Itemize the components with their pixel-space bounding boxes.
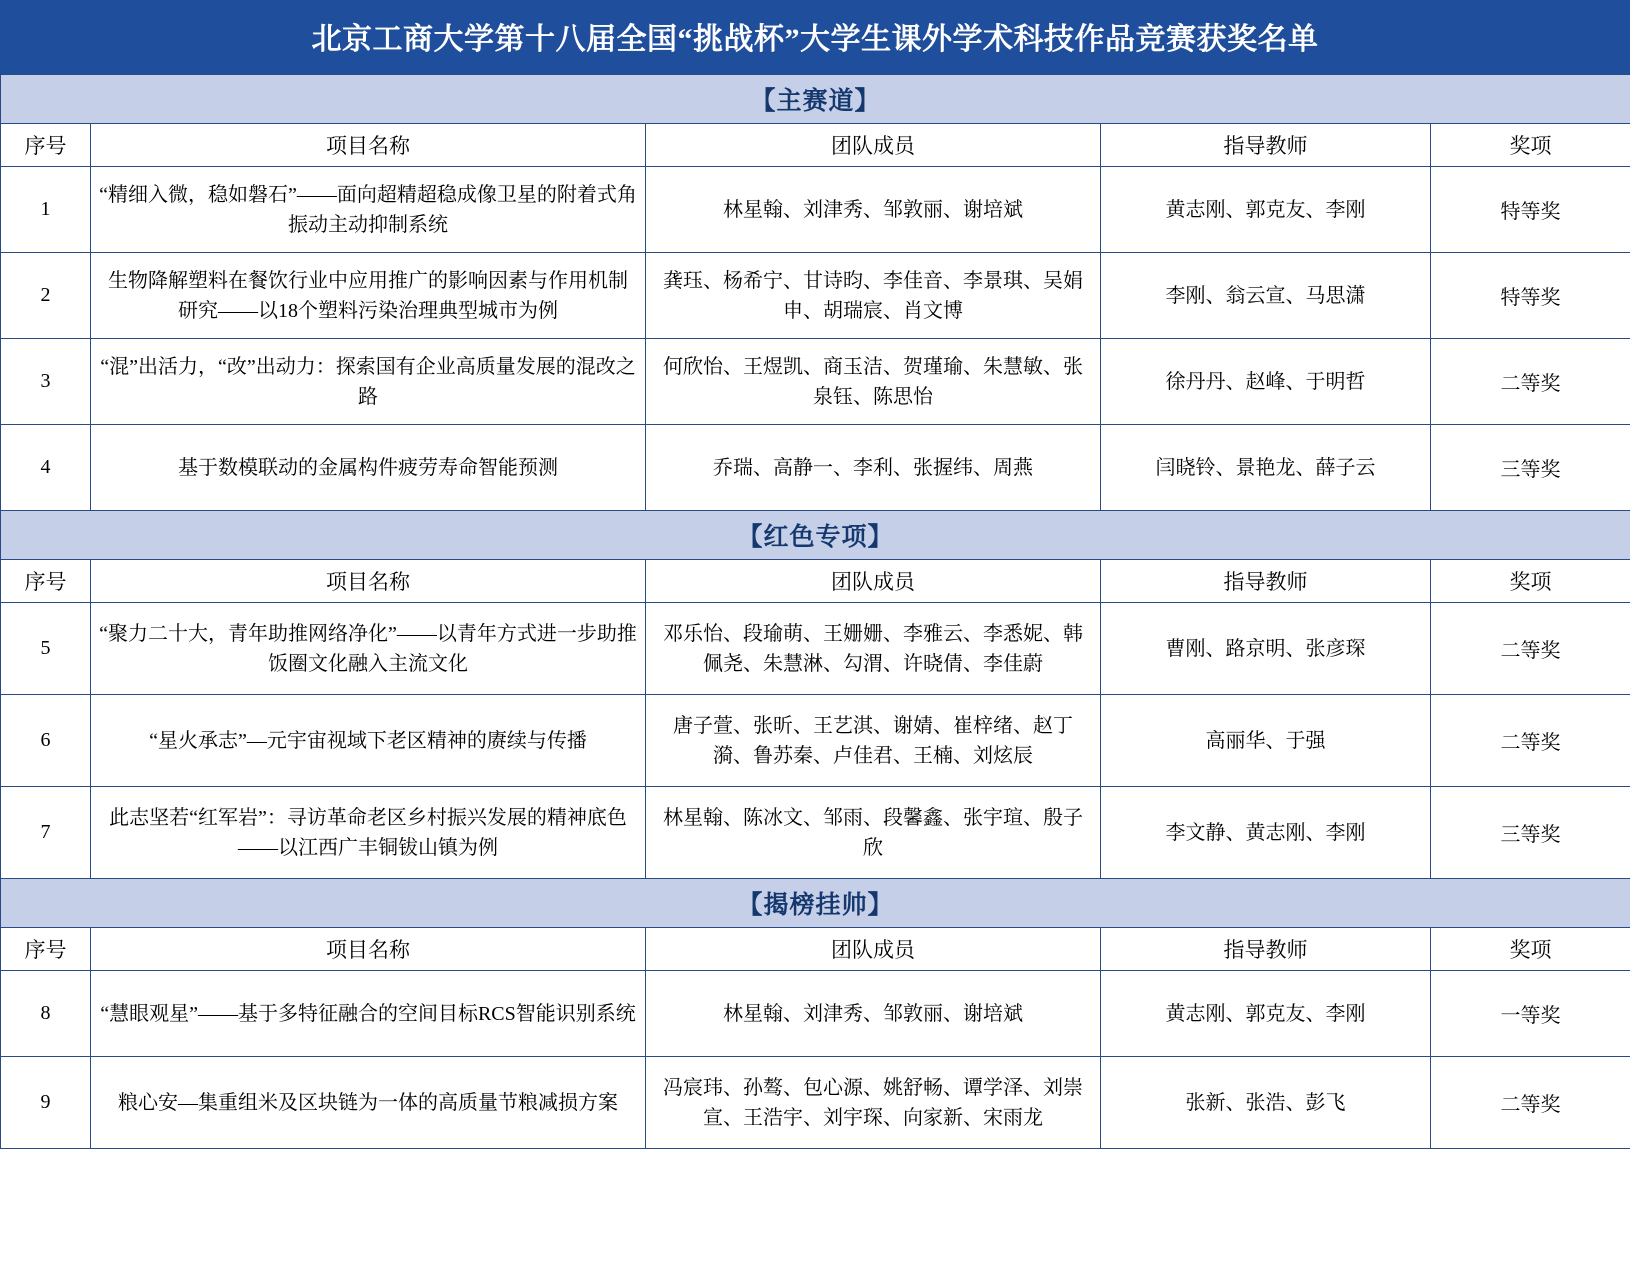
table-row (1, 787, 1630, 879)
row-team: 龚珏、杨希宁、甘诗昀、李佳音、李景琪、吴娟申、胡瑞宸、肖文博 (646, 253, 1101, 339)
row-project: “精细入微，稳如磐石”——面向超精超稳成像卫星的附着式角振动主动抑制系统 (91, 167, 646, 253)
column-header-team: 团队成员 (646, 124, 1101, 167)
row-award: 二等奖 (1431, 339, 1630, 425)
section-title: 【揭榜挂帅】 (1, 879, 1630, 928)
table-row (1, 167, 1630, 253)
row-no: 1 (1, 167, 91, 253)
section-header-challenge-list (1, 879, 1630, 928)
row-no: 3 (1, 339, 91, 425)
row-team: 邓乐怡、段瑜萌、王姗姗、李雅云、李悉妮、韩佩尧、朱慧淋、勾渭、许晓倩、李佳蔚 (646, 603, 1101, 695)
row-project: “慧眼观星”——基于多特征融合的空间目标RCS智能识别系统 (91, 971, 646, 1057)
table-row (1, 971, 1630, 1057)
column-header-team: 团队成员 (646, 928, 1101, 971)
row-project: 粮心安—集重组米及区块链为一体的高质量节粮减损方案 (91, 1057, 646, 1149)
column-header-award: 奖项 (1431, 560, 1630, 603)
row-teacher: 闫晓铃、景艳龙、薛子云 (1101, 425, 1431, 511)
row-no: 7 (1, 787, 91, 879)
row-teacher: 高丽华、于强 (1101, 695, 1431, 787)
column-header-award: 奖项 (1431, 124, 1630, 167)
row-project: “聚力二十大，青年助推网络净化”——以青年方式进一步助推饭圈文化融入主流文化 (91, 603, 646, 695)
row-no: 2 (1, 253, 91, 339)
row-teacher: 李文静、黄志刚、李刚 (1101, 787, 1431, 879)
table-row (1, 603, 1630, 695)
row-project: “混”出活力，“改”出动力：探索国有企业高质量发展的混改之路 (91, 339, 646, 425)
column-header-no: 序号 (1, 560, 91, 603)
table-row (1, 253, 1630, 339)
row-team: 林星翰、刘津秀、邹敦丽、谢培斌 (646, 971, 1101, 1057)
column-header-teacher: 指导教师 (1101, 560, 1431, 603)
row-team: 唐子萱、张昕、王艺淇、谢婧、崔梓绪、赵丁漪、鲁苏秦、卢佳君、王楠、刘炫辰 (646, 695, 1101, 787)
row-award: 三等奖 (1431, 787, 1630, 879)
row-no: 8 (1, 971, 91, 1057)
row-no: 6 (1, 695, 91, 787)
section-title: 【主赛道】 (1, 75, 1630, 124)
row-no: 5 (1, 603, 91, 695)
row-teacher: 曹刚、路京明、张彦琛 (1101, 603, 1431, 695)
award-table (0, 74, 1630, 1149)
column-header-row (1, 560, 1630, 603)
row-award: 特等奖 (1431, 253, 1630, 339)
section-header-red-special (1, 511, 1630, 560)
row-no: 4 (1, 425, 91, 511)
row-award: 二等奖 (1431, 1057, 1630, 1149)
table-row (1, 695, 1630, 787)
row-project: 基于数模联动的金属构件疲劳寿命智能预测 (91, 425, 646, 511)
column-header-project: 项目名称 (91, 560, 646, 603)
column-header-no: 序号 (1, 124, 91, 167)
column-header-teacher: 指导教师 (1101, 928, 1431, 971)
row-award: 一等奖 (1431, 971, 1630, 1057)
row-teacher: 张新、张浩、彭飞 (1101, 1057, 1431, 1149)
column-header-team: 团队成员 (646, 560, 1101, 603)
section-title: 【红色专项】 (1, 511, 1630, 560)
column-header-project: 项目名称 (91, 928, 646, 971)
column-header-row (1, 124, 1630, 167)
row-no: 9 (1, 1057, 91, 1149)
row-team: 林星翰、刘津秀、邹敦丽、谢培斌 (646, 167, 1101, 253)
row-teacher: 徐丹丹、赵峰、于明哲 (1101, 339, 1431, 425)
row-teacher: 李刚、翁云宣、马思潇 (1101, 253, 1431, 339)
row-project: 生物降解塑料在餐饮行业中应用推广的影响因素与作用机制研究——以18个塑料污染治理典型城市为例 (91, 253, 646, 339)
column-header-no: 序号 (1, 928, 91, 971)
column-header-teacher: 指导教师 (1101, 124, 1431, 167)
row-team: 何欣怡、王煜凯、商玉洁、贺瑾瑜、朱慧敏、张泉钰、陈思怡 (646, 339, 1101, 425)
row-team: 冯宸玮、孙骜、包心源、姚舒畅、谭学泽、刘崇宣、王浩宇、刘宇琛、向家新、宋雨龙 (646, 1057, 1101, 1149)
row-team: 林星翰、陈冰文、邹雨、段馨鑫、张宇瑄、殷子欣 (646, 787, 1101, 879)
column-header-row (1, 928, 1630, 971)
section-header-main-track (1, 75, 1630, 124)
page-title: 北京工商大学第十八届全国“挑战杯”大学生课外学术科技作品竞赛获奖名单 (0, 0, 1630, 74)
table-row (1, 339, 1630, 425)
row-team: 乔瑞、高静一、李利、张握纬、周燕 (646, 425, 1101, 511)
table-row (1, 425, 1630, 511)
column-header-project: 项目名称 (91, 124, 646, 167)
row-award: 三等奖 (1431, 425, 1630, 511)
row-project: 此志坚若“红军岩”：寻访革命老区乡村振兴发展的精神底色——以江西广丰铜钹山镇为例 (91, 787, 646, 879)
row-award: 二等奖 (1431, 695, 1630, 787)
row-project: “星火承志”—元宇宙视域下老区精神的赓续与传播 (91, 695, 646, 787)
row-award: 二等奖 (1431, 603, 1630, 695)
table-row (1, 1057, 1630, 1149)
row-award: 特等奖 (1431, 167, 1630, 253)
row-teacher: 黄志刚、郭克友、李刚 (1101, 167, 1431, 253)
row-teacher: 黄志刚、郭克友、李刚 (1101, 971, 1431, 1057)
column-header-award: 奖项 (1431, 928, 1630, 971)
